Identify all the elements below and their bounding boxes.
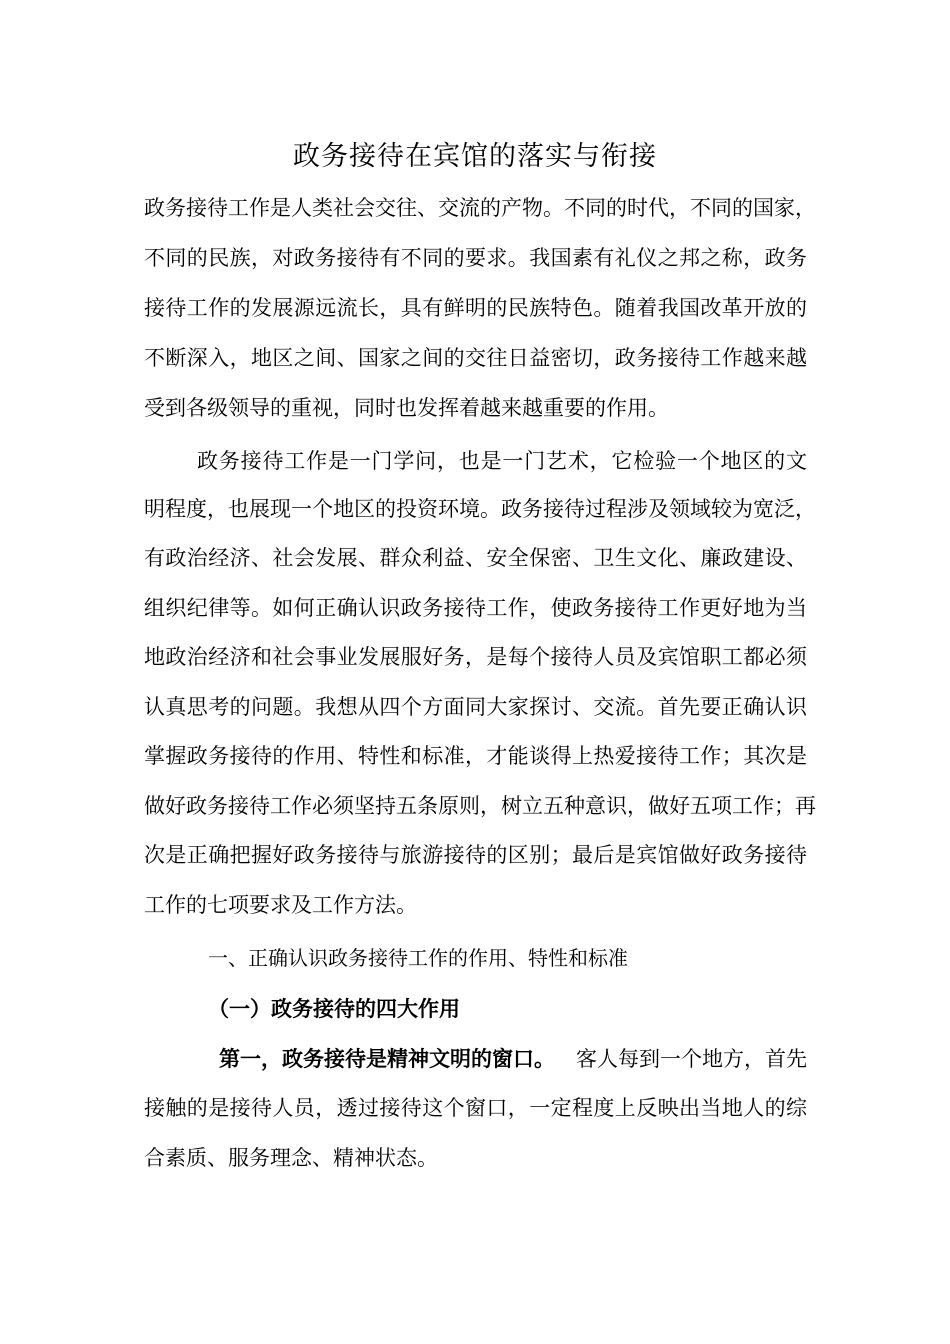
paragraph-1-line-2: 不同的民族，对政务接待有不同的要求。我国素有礼仪之邦之称，政务 xyxy=(144,246,807,270)
paragraph-2-line-3: 有政治经济、社会发展、群众利益、安全保密、卫生文化、廉政建设、 xyxy=(144,546,807,570)
paragraph-3-line-1 xyxy=(219,1044,807,1074)
paragraph-3-line-2: 接触的是接待人员，透过接待这个窗口，一定程度上反映出当地人的综 xyxy=(144,1096,807,1120)
paragraph-2-line-2: 明程度，也展现一个地区的投资环境。政务接待过程涉及领域较为宽泛， xyxy=(144,497,816,521)
paragraph-3-bold-lead: 第一，政务接待是精神文明的窗口。 xyxy=(219,1047,555,1071)
paragraph-1-line-1: 政务接待工作是人类社会交往、交流的产物。不同的时代，不同的国家， xyxy=(144,196,816,220)
paragraph-3-line-1-rest: 客人每到一个地方，首先 xyxy=(576,1047,807,1071)
paragraph-1-line-3: 接待工作的发展源远流长，具有鲜明的民族特色。随着我国改革开放的 xyxy=(144,296,807,320)
paragraph-2-line-1: 政务接待工作是一门学问，也是一门艺术，它检验一个地区的文 xyxy=(197,449,807,473)
paragraph-2-line-6: 认真思考的问题。我想从四个方面同大家探讨、交流。首先要正确认识 xyxy=(144,695,807,719)
paragraph-2-line-8: 做好政务接待工作必须坚持五条原则，树立五种意识，做好五项工作；再 xyxy=(144,794,816,818)
subsection-1-heading: （一）政务接待的四大作用 xyxy=(208,997,460,1021)
document-title: 政务接待在宾馆的落实与衔接 xyxy=(293,141,657,172)
section-1-heading: 一、正确认识政务接待工作的作用、特性和标准 xyxy=(208,946,628,970)
paragraph-2-line-10: 工作的七项要求及工作方法。 xyxy=(144,893,417,917)
paragraph-3-line-3: 合素质、服务理念、精神状态。 xyxy=(144,1146,438,1170)
paragraph-1-line-5: 受到各级领导的重视，同时也发挥着越来越重要的作用。 xyxy=(144,396,669,420)
paragraph-1-line-4: 不断深入，地区之间、国家之间的交往日益密切，政务接待工作越来越 xyxy=(144,346,807,370)
paragraph-2-line-7: 掌握政务接待的作用、特性和标准，才能谈得上热爱接待工作；其次是 xyxy=(144,744,807,768)
paragraph-2-line-5: 地政治经济和社会事业发展服好务，是每个接待人员及宾馆职工都必须 xyxy=(144,645,807,669)
paragraph-2-line-9: 次是正确把握好政务接待与旅游接待的区别；最后是宾馆做好政务接待 xyxy=(144,843,807,867)
paragraph-2-line-4: 组织纪律等。如何正确认识政务接待工作，使政务接待工作更好地为当 xyxy=(144,596,807,620)
